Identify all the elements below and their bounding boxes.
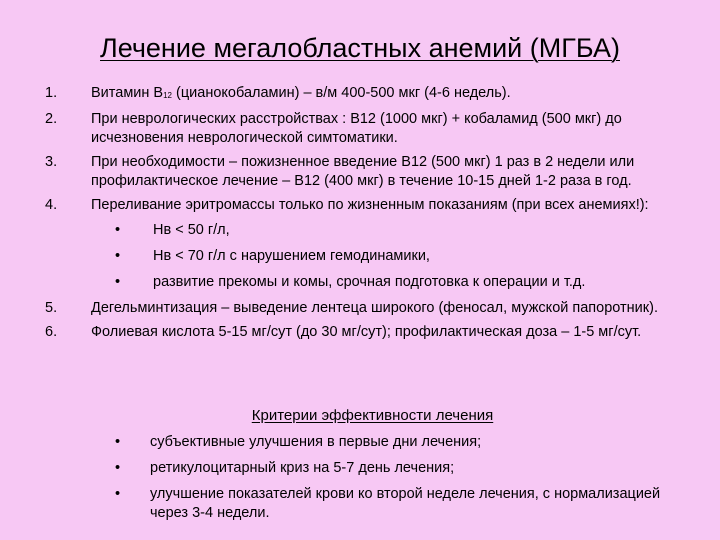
criteria-heading: Критерии эффективности лечения bbox=[251, 407, 494, 424]
bullet-icon: • bbox=[115, 460, 121, 476]
indications-list bbox=[91, 221, 700, 292]
criteria-text: субъективные улучшения в первые дни лечения; bbox=[150, 434, 482, 450]
criteria-text: улучшение показателей крови ко второй неделе лечения, с нормализацией через 3-4 недели. bbox=[150, 486, 661, 521]
treatment-item-3 bbox=[45, 153, 700, 191]
treatment-item-6 bbox=[45, 323, 700, 342]
criteria-item bbox=[45, 485, 700, 523]
bullet-icon: • bbox=[115, 434, 121, 450]
item-number: 3. bbox=[45, 154, 58, 170]
criteria-item bbox=[45, 433, 700, 452]
bullet-icon: • bbox=[115, 486, 121, 502]
treatment-item-5 bbox=[45, 299, 700, 318]
indication-item bbox=[91, 273, 700, 292]
item-text: Дегельминтизация – выведение лентеца широкого (феносал, мужской папоротник). bbox=[91, 300, 658, 316]
treatment-item-2 bbox=[45, 110, 700, 148]
item-number: 1. bbox=[45, 85, 58, 101]
item-text: При неврологических расстройствах : В12 (1000 мкг) + кобаламид (500 мкг) до исчезновения неврологической симтоматики. bbox=[91, 111, 622, 146]
indication-text: Нв < 70 г/л с нарушением гемодинамики, bbox=[153, 248, 430, 264]
item-text: Переливание эритромассы только по жизненным показаниям (при всех анемиях!): bbox=[91, 197, 649, 213]
item-number: 5. bbox=[45, 300, 58, 316]
item-number: 6. bbox=[45, 324, 58, 340]
treatment-item-4 bbox=[45, 196, 700, 292]
indication-text: Нв < 50 г/л, bbox=[153, 222, 230, 238]
criteria-section bbox=[45, 406, 700, 530]
bullet-icon: • bbox=[115, 222, 121, 238]
treatment-list-container bbox=[45, 84, 700, 347]
item-text bbox=[91, 85, 511, 101]
indication-text: развитие прекомы и комы, срочная подготовка к операции и т.д. bbox=[153, 274, 586, 290]
criteria-list bbox=[45, 433, 700, 523]
item-number: 2. bbox=[45, 111, 58, 127]
item-text-part: Витамин В bbox=[91, 85, 164, 101]
item-text: Фолиевая кислота 5-15 мг/сут (до 30 мг/сут); профилактическая доза – 1-5 мг/сут. bbox=[91, 324, 642, 340]
criteria-item bbox=[45, 459, 700, 478]
bullet-icon: • bbox=[115, 248, 121, 264]
slide-title: Лечение мегалобластных анемий (МГБА) bbox=[100, 33, 620, 63]
treatment-list bbox=[45, 84, 700, 342]
indication-item bbox=[91, 221, 700, 240]
bullet-icon: • bbox=[115, 274, 121, 290]
treatment-item-1 bbox=[45, 84, 700, 105]
subscript: 12 bbox=[163, 91, 172, 100]
indication-item bbox=[91, 247, 700, 266]
item-number: 4. bbox=[45, 197, 58, 213]
item-text-part: (цианокобаламин) – в/м 400-500 мкг (4-6 недель). bbox=[172, 85, 511, 101]
item-text: При необходимости – пожизненное введение В12 (500 мкг) 1 раз в 2 недели или профилактическое лечение – В12 (400 мкг) в течение 10-15 дней 1-2 раза в год. bbox=[91, 154, 635, 189]
criteria-text: ретикулоцитарный криз на 5-7 день лечения; bbox=[150, 460, 455, 476]
